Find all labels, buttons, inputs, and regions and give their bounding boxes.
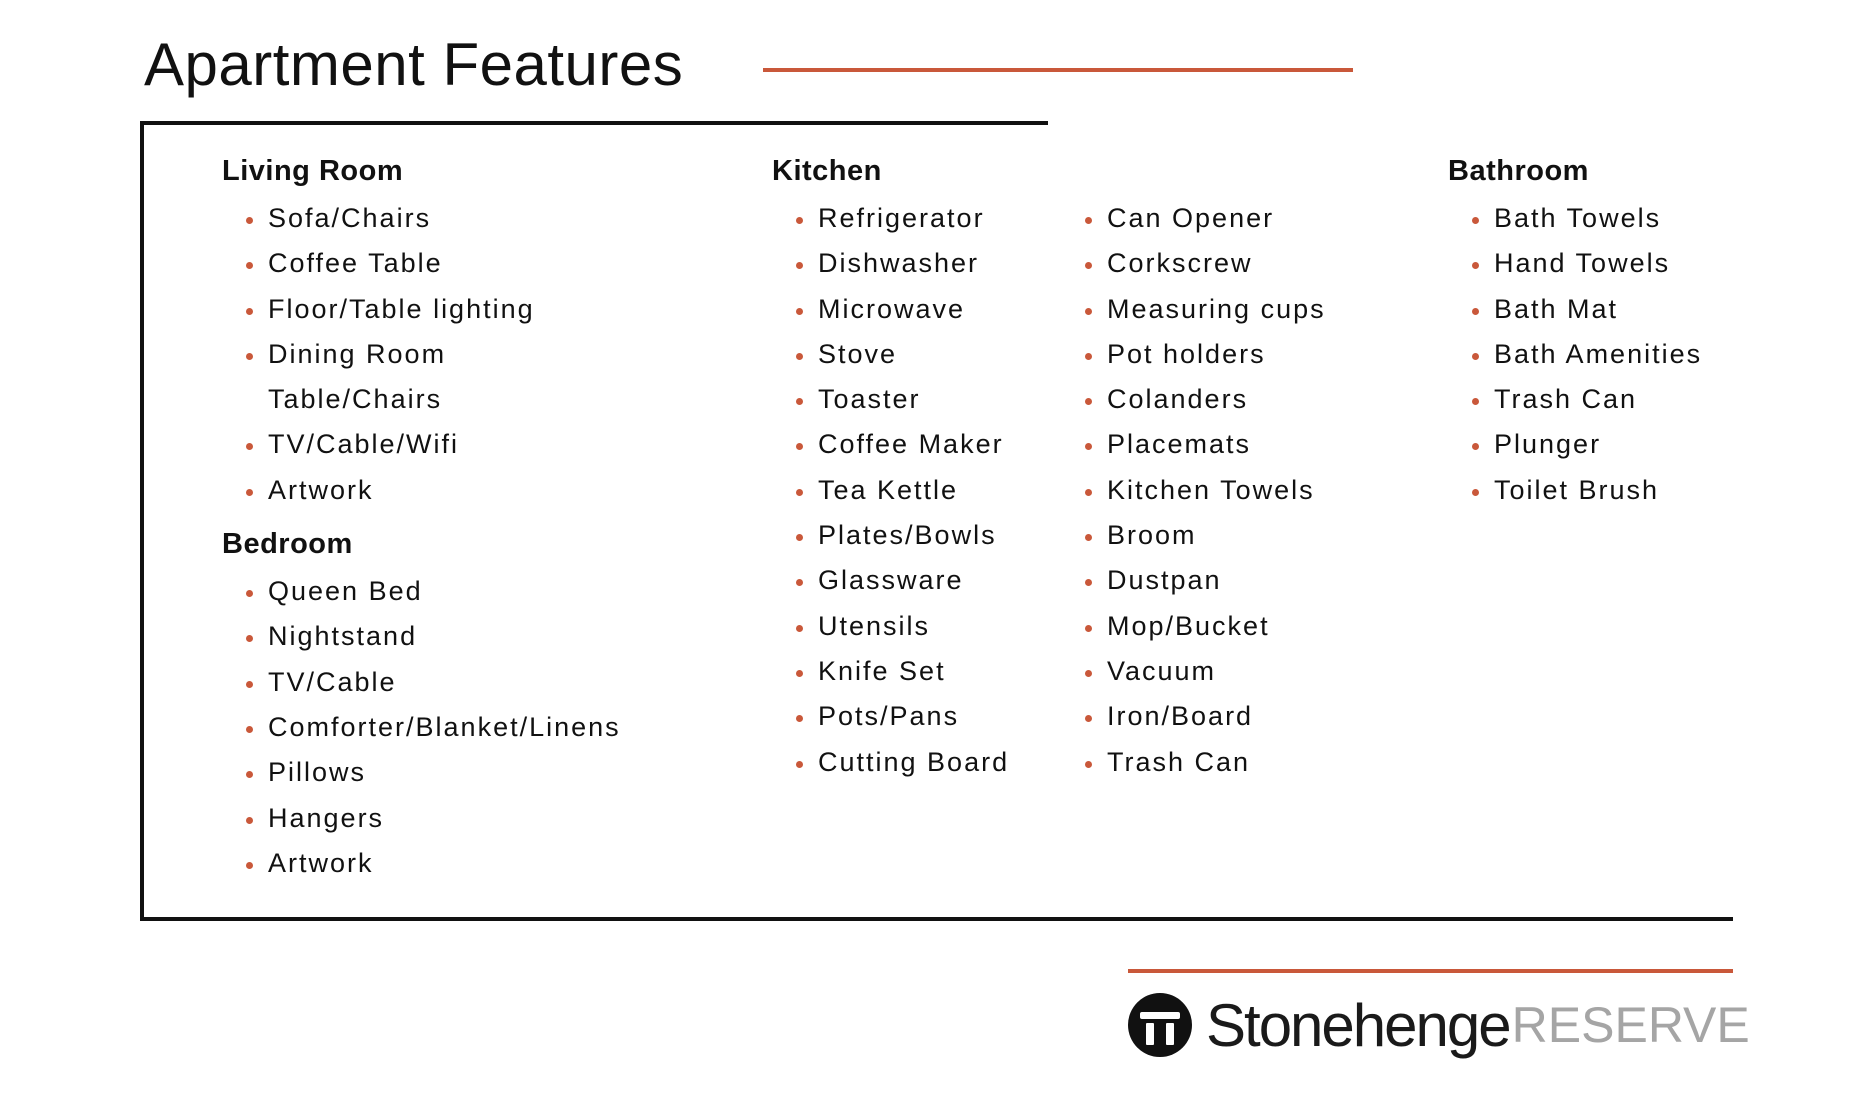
logo-wordmark-secondary: RESERVE <box>1511 997 1750 1053</box>
list-item: Coffee Maker <box>772 422 1009 467</box>
list-item: Trash Can <box>1061 740 1326 785</box>
logo-accent-rule <box>1128 969 1733 973</box>
list-item: Bath Amenities <box>1448 332 1702 377</box>
living-bedroom-column <box>222 146 621 886</box>
list-item: Can Opener <box>1061 196 1326 241</box>
list-item: Mop/Bucket <box>1061 604 1326 649</box>
list-item: Hangers <box>222 796 621 841</box>
list-item: Refrigerator <box>772 196 1009 241</box>
kitchen-list-2 <box>1061 196 1326 785</box>
bedroom-list <box>222 569 621 886</box>
list-item: Vacuum <box>1061 649 1326 694</box>
list-item: Plunger <box>1448 422 1702 467</box>
list-item: Dishwasher <box>772 241 1009 286</box>
section-heading-kitchen: Kitchen <box>772 155 882 187</box>
list-item: Utensils <box>772 604 1009 649</box>
frame-bottom-border <box>140 917 1733 921</box>
list-item: Pot holders <box>1061 332 1326 377</box>
list-item: TV/Cable/Wifi <box>222 422 621 467</box>
living-room-list <box>222 196 621 513</box>
list-item: Trash Can <box>1448 377 1702 422</box>
kitchen-list-1 <box>772 196 1009 785</box>
list-item: Knife Set <box>772 649 1009 694</box>
section-heading-bathroom: Bathroom <box>1448 155 1589 187</box>
section-heading-living-room: Living Room <box>222 155 404 187</box>
brand-logo <box>1128 985 1750 1065</box>
list-item: Artwork <box>222 841 621 886</box>
list-item: Coffee Table <box>222 241 621 286</box>
list-item: TV/Cable <box>222 660 621 705</box>
list-item: Queen Bed <box>222 569 621 614</box>
list-item: Kitchen Towels <box>1061 468 1326 513</box>
list-item: Corkscrew <box>1061 241 1326 286</box>
page-title: Apartment Features <box>144 31 684 98</box>
list-item: Floor/Table lighting <box>222 287 621 332</box>
frame-left-border <box>140 121 144 921</box>
list-item: Stove <box>772 332 1009 377</box>
list-item: Glassware <box>772 558 1009 603</box>
list-item: Tea Kettle <box>772 468 1009 513</box>
list-item: Plates/Bowls <box>772 513 1009 558</box>
frame-top-border <box>140 121 1048 125</box>
list-item: Pots/Pans <box>772 694 1009 739</box>
list-item: Iron/Board <box>1061 694 1326 739</box>
list-item-continuation: Table/Chairs <box>268 384 443 415</box>
list-item: Microwave <box>772 287 1009 332</box>
section-heading-bedroom: Bedroom <box>222 528 353 561</box>
list-item: Comforter/Blanket/Linens <box>222 705 621 750</box>
list-item: Pillows <box>222 750 621 795</box>
list-item: Colanders <box>1061 377 1326 422</box>
stonehenge-logo-icon <box>1128 993 1192 1057</box>
list-item: Bath Towels <box>1448 196 1702 241</box>
list-item: Artwork <box>222 468 621 513</box>
list-item: Cutting Board <box>772 740 1009 785</box>
list-item: Hand Towels <box>1448 241 1702 286</box>
title-accent-rule <box>763 68 1353 72</box>
list-item: Dustpan <box>1061 558 1326 603</box>
list-item: Bath Mat <box>1448 287 1702 332</box>
list-item: Measuring cups <box>1061 287 1326 332</box>
list-item: Placemats <box>1061 422 1326 467</box>
bathroom-column <box>1448 146 1702 513</box>
list-item: Toilet Brush <box>1448 468 1702 513</box>
list-item: Nightstand <box>222 614 621 659</box>
kitchen-column-1 <box>772 146 1009 785</box>
list-item: Dining Room <box>222 332 621 377</box>
list-item: Toaster <box>772 377 1009 422</box>
list-item: Broom <box>1061 513 1326 558</box>
list-item: Sofa/Chairs <box>222 196 621 241</box>
bathroom-list <box>1448 196 1702 513</box>
kitchen-column-2 <box>1061 196 1326 785</box>
logo-wordmark-primary: Stonehenge <box>1206 991 1510 1059</box>
